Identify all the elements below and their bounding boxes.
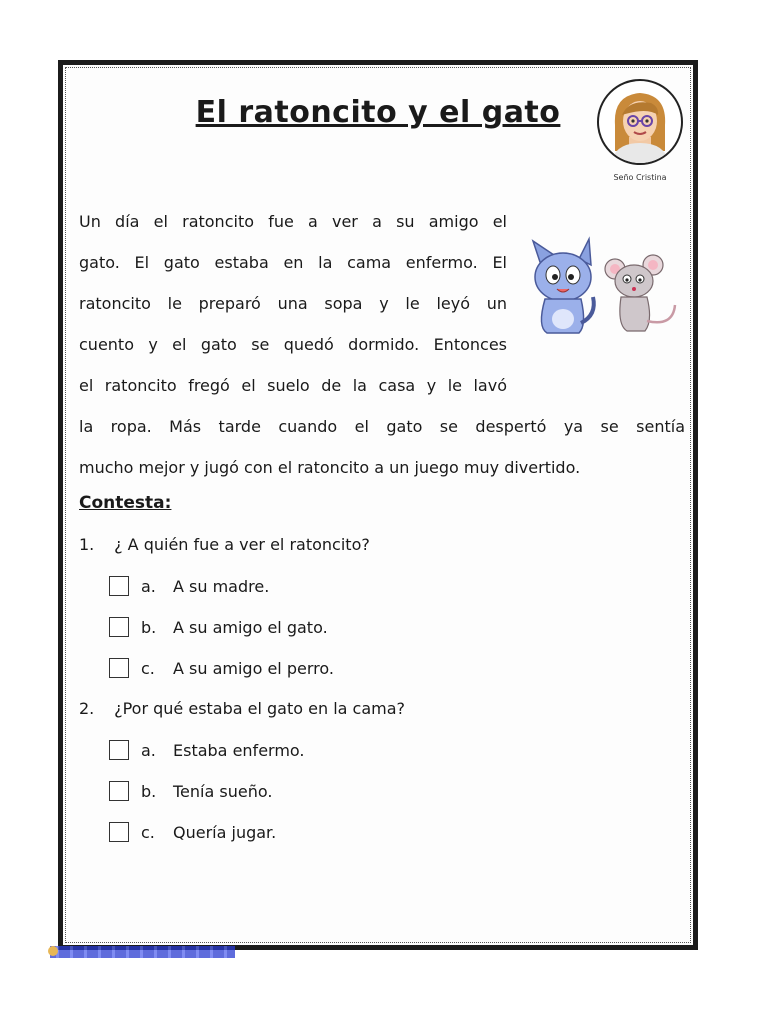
option-letter: c. <box>141 822 155 842</box>
story-text-bottom <box>79 406 685 488</box>
option-1a[interactable] <box>109 576 269 596</box>
option-1c[interactable] <box>109 658 334 678</box>
option-letter: b. <box>141 617 157 637</box>
option-text: Tenía sueño. <box>173 781 273 801</box>
question-2 <box>79 699 405 718</box>
option-2c[interactable] <box>109 822 276 842</box>
question-text: ¿Por qué estaba el gato en la cama? <box>114 699 406 718</box>
answer-checkbox[interactable] <box>109 617 129 637</box>
teacher-avatar-icon <box>597 79 683 165</box>
story-line: gato. El gato estaba en la cama enfermo. El <box>79 253 507 272</box>
cat-and-mouse-illustration <box>523 235 683 345</box>
option-2a[interactable] <box>109 740 305 760</box>
story-line: la ropa. Más tarde cuando el gato se despertó ya se sentía <box>79 417 685 436</box>
question-number: 2. <box>79 699 95 718</box>
answer-checkbox[interactable] <box>109 781 129 801</box>
answer-checkbox[interactable] <box>109 658 129 678</box>
answer-checkbox[interactable] <box>109 740 129 760</box>
author-badge <box>595 79 685 182</box>
answer-heading: Contesta: <box>79 493 172 513</box>
worksheet-title: El ratoncito y el gato <box>195 95 561 130</box>
option-letter: c. <box>141 658 155 678</box>
option-letter: b. <box>141 781 157 801</box>
author-name: Seño Cristina <box>613 173 667 182</box>
question-1 <box>79 535 370 554</box>
logo-dot-icon <box>48 946 58 956</box>
option-letter: a. <box>141 740 156 760</box>
option-text: A su amigo el perro. <box>173 658 334 678</box>
story-line: mucho mejor y jugó con el ratoncito a un juego muy divertido. <box>79 458 581 477</box>
option-1b[interactable] <box>109 617 328 637</box>
option-text: A su amigo el gato. <box>173 617 328 637</box>
option-letter: a. <box>141 576 156 596</box>
story-line: Un día el ratoncito fue a ver a su amigo el <box>79 212 507 231</box>
liveworksheets-logo <box>50 946 235 958</box>
story-text-top <box>79 201 507 406</box>
story-line: ratoncito le preparó una sopa y le leyó un <box>79 294 507 313</box>
option-2b[interactable] <box>109 781 272 801</box>
story-line: el ratoncito fregó el suelo de la casa y le lavó <box>79 376 507 395</box>
option-text: Estaba enfermo. <box>173 740 305 760</box>
answer-checkbox[interactable] <box>109 822 129 842</box>
option-text: Quería jugar. <box>173 822 277 842</box>
question-number: 1. <box>79 535 95 554</box>
option-text: A su madre. <box>173 576 270 596</box>
worksheet-frame <box>58 60 698 950</box>
answer-checkbox[interactable] <box>109 576 129 596</box>
story-line: cuento y el gato se quedó dormido. Entonces <box>79 335 507 354</box>
question-text: ¿ A quién fue a ver el ratoncito? <box>114 535 370 554</box>
